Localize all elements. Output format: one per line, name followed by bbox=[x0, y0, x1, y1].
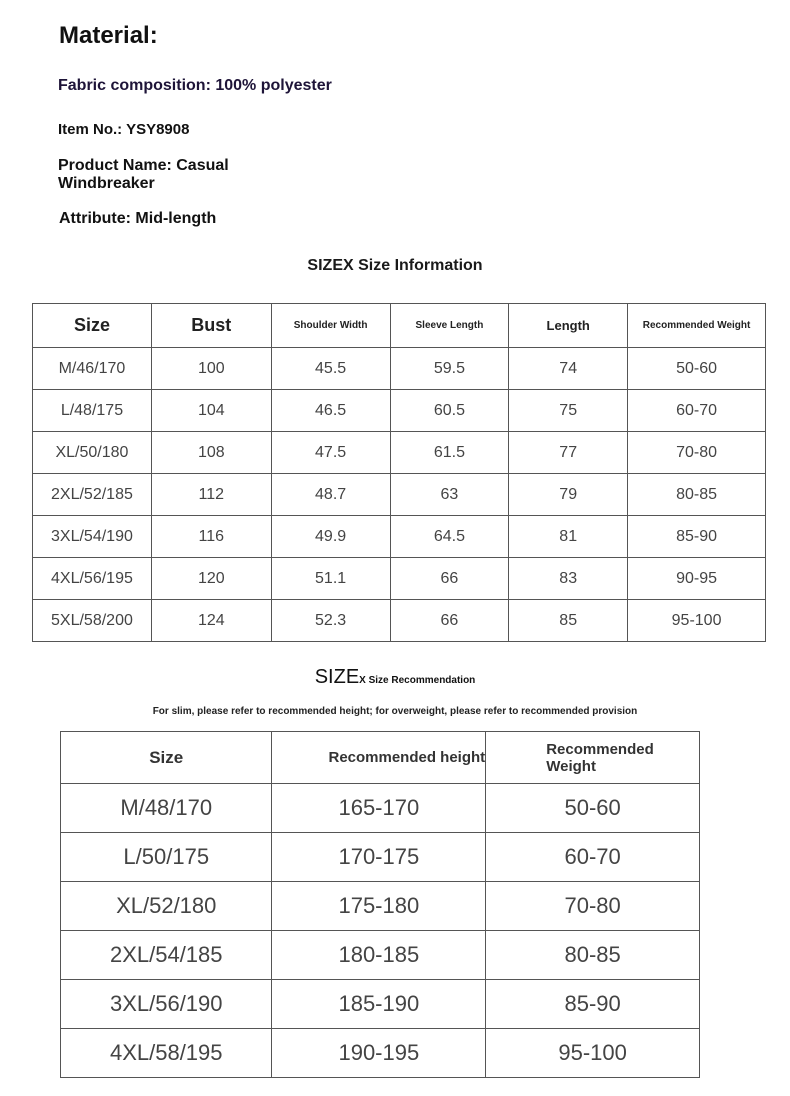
length-cell: 81 bbox=[509, 516, 628, 558]
size-cell: M/46/170 bbox=[33, 348, 152, 390]
rec-title-text: X Size Recommendation bbox=[359, 675, 476, 686]
table-row bbox=[61, 833, 700, 882]
header-size: Size bbox=[33, 304, 152, 348]
size-cell: 3XL/54/190 bbox=[33, 516, 152, 558]
material-heading: Material: bbox=[59, 22, 158, 49]
recommended-weight-cell: 60-70 bbox=[628, 390, 766, 432]
shoulder-width-cell: 51.1 bbox=[271, 558, 390, 600]
recommended-weight-cell: 85-90 bbox=[628, 516, 766, 558]
recommended-weight-cell: 50-60 bbox=[486, 784, 700, 833]
shoulder-width-cell: 47.5 bbox=[271, 432, 390, 474]
product-name: Product Name: Casual Windbreaker bbox=[58, 157, 229, 192]
header-bust: Bust bbox=[151, 304, 271, 348]
bust-cell: 120 bbox=[151, 558, 271, 600]
sleeve-length-cell: 66 bbox=[390, 558, 509, 600]
shoulder-width-cell: 45.5 bbox=[271, 348, 390, 390]
bust-cell: 104 bbox=[151, 390, 271, 432]
size-cell: 3XL/56/190 bbox=[61, 980, 272, 1029]
recommended-height-cell: 170-175 bbox=[272, 833, 486, 882]
recommended-weight-cell: 70-80 bbox=[486, 882, 700, 931]
size-cell: 2XL/54/185 bbox=[61, 931, 272, 980]
recommended-weight-cell: 95-100 bbox=[628, 600, 766, 642]
size-cell: 5XL/58/200 bbox=[33, 600, 152, 642]
recommended-height-cell: 165-170 bbox=[272, 784, 486, 833]
recommended-weight-cell: 50-60 bbox=[628, 348, 766, 390]
recommended-weight-cell: 70-80 bbox=[628, 432, 766, 474]
size-cell: XL/50/180 bbox=[33, 432, 152, 474]
attribute: Attribute: Mid-length bbox=[59, 210, 217, 227]
rec-table-header bbox=[61, 732, 700, 784]
header-recommended-weight: Recommended Weight bbox=[628, 304, 766, 348]
shoulder-width-cell: 48.7 bbox=[271, 474, 390, 516]
table-row bbox=[61, 1029, 700, 1078]
size-cell: L/50/175 bbox=[61, 833, 272, 882]
bust-cell: 116 bbox=[151, 516, 271, 558]
table-row bbox=[61, 980, 700, 1029]
recommended-weight-cell: 90-95 bbox=[628, 558, 766, 600]
size-cell: XL/52/180 bbox=[61, 882, 272, 931]
item-number: Item No.: YSY8908 bbox=[58, 121, 190, 138]
recommended-height-cell: 190-195 bbox=[272, 1029, 486, 1078]
sleeve-length-cell: 64.5 bbox=[390, 516, 509, 558]
fabric-composition: Fabric composition: 100% polyester bbox=[58, 77, 332, 94]
sleeve-length-cell: 61.5 bbox=[390, 432, 509, 474]
bust-cell: 112 bbox=[151, 474, 271, 516]
bust-cell: 100 bbox=[151, 348, 271, 390]
size-cell: M/48/170 bbox=[61, 784, 272, 833]
size-cell: 4XL/58/195 bbox=[61, 1029, 272, 1078]
table-row bbox=[33, 600, 766, 642]
shoulder-width-cell: 46.5 bbox=[271, 390, 390, 432]
table-row bbox=[33, 558, 766, 600]
table-row bbox=[33, 516, 766, 558]
table-row bbox=[33, 390, 766, 432]
sleeve-length-cell: 59.5 bbox=[390, 348, 509, 390]
header-shoulder-width: Shoulder Width bbox=[271, 304, 390, 348]
recommended-height-cell: 175-180 bbox=[272, 882, 486, 931]
recommended-weight-cell: 95-100 bbox=[486, 1029, 700, 1078]
length-cell: 74 bbox=[509, 348, 628, 390]
size-cell: 4XL/56/195 bbox=[33, 558, 152, 600]
recommended-weight-cell: 80-85 bbox=[486, 931, 700, 980]
length-cell: 75 bbox=[509, 390, 628, 432]
recommendation-note: For slim, please refer to recommended height; for overweight, please refer to recommended provision bbox=[152, 706, 638, 717]
recommended-height-cell: 185-190 bbox=[272, 980, 486, 1029]
sleeve-length-cell: 63 bbox=[390, 474, 509, 516]
size-cell: L/48/175 bbox=[33, 390, 152, 432]
table-row bbox=[61, 882, 700, 931]
length-cell: 77 bbox=[509, 432, 628, 474]
recommended-weight-cell: 80-85 bbox=[628, 474, 766, 516]
rec-header-weight: Recommended Weight bbox=[486, 732, 700, 784]
table-row bbox=[33, 432, 766, 474]
rec-header-height: Recommended height bbox=[272, 732, 486, 784]
size-recommendation-title bbox=[0, 666, 790, 689]
header-length: Length bbox=[509, 304, 628, 348]
length-cell: 79 bbox=[509, 474, 628, 516]
size-info-table bbox=[32, 303, 766, 642]
shoulder-width-cell: 49.9 bbox=[271, 516, 390, 558]
header-sleeve-length: Sleeve Length bbox=[390, 304, 509, 348]
sleeve-length-cell: 60.5 bbox=[390, 390, 509, 432]
bust-cell: 108 bbox=[151, 432, 271, 474]
recommended-weight-cell: 60-70 bbox=[486, 833, 700, 882]
table-row bbox=[33, 348, 766, 390]
table-row bbox=[61, 931, 700, 980]
sleeve-length-cell: 66 bbox=[390, 600, 509, 642]
size-recommendation-table bbox=[60, 731, 700, 1078]
size-info-title: SIZEX Size Information bbox=[307, 257, 483, 274]
length-cell: 83 bbox=[509, 558, 628, 600]
size-table-header bbox=[33, 304, 766, 348]
length-cell: 85 bbox=[509, 600, 628, 642]
recommended-weight-cell: 85-90 bbox=[486, 980, 700, 1029]
rec-header-size: Size bbox=[61, 732, 272, 784]
size-cell: 2XL/52/185 bbox=[33, 474, 152, 516]
table-row bbox=[33, 474, 766, 516]
table-row bbox=[61, 784, 700, 833]
recommended-height-cell: 180-185 bbox=[272, 931, 486, 980]
bust-cell: 124 bbox=[151, 600, 271, 642]
rec-title-size: SIZE bbox=[314, 666, 360, 688]
shoulder-width-cell: 52.3 bbox=[271, 600, 390, 642]
